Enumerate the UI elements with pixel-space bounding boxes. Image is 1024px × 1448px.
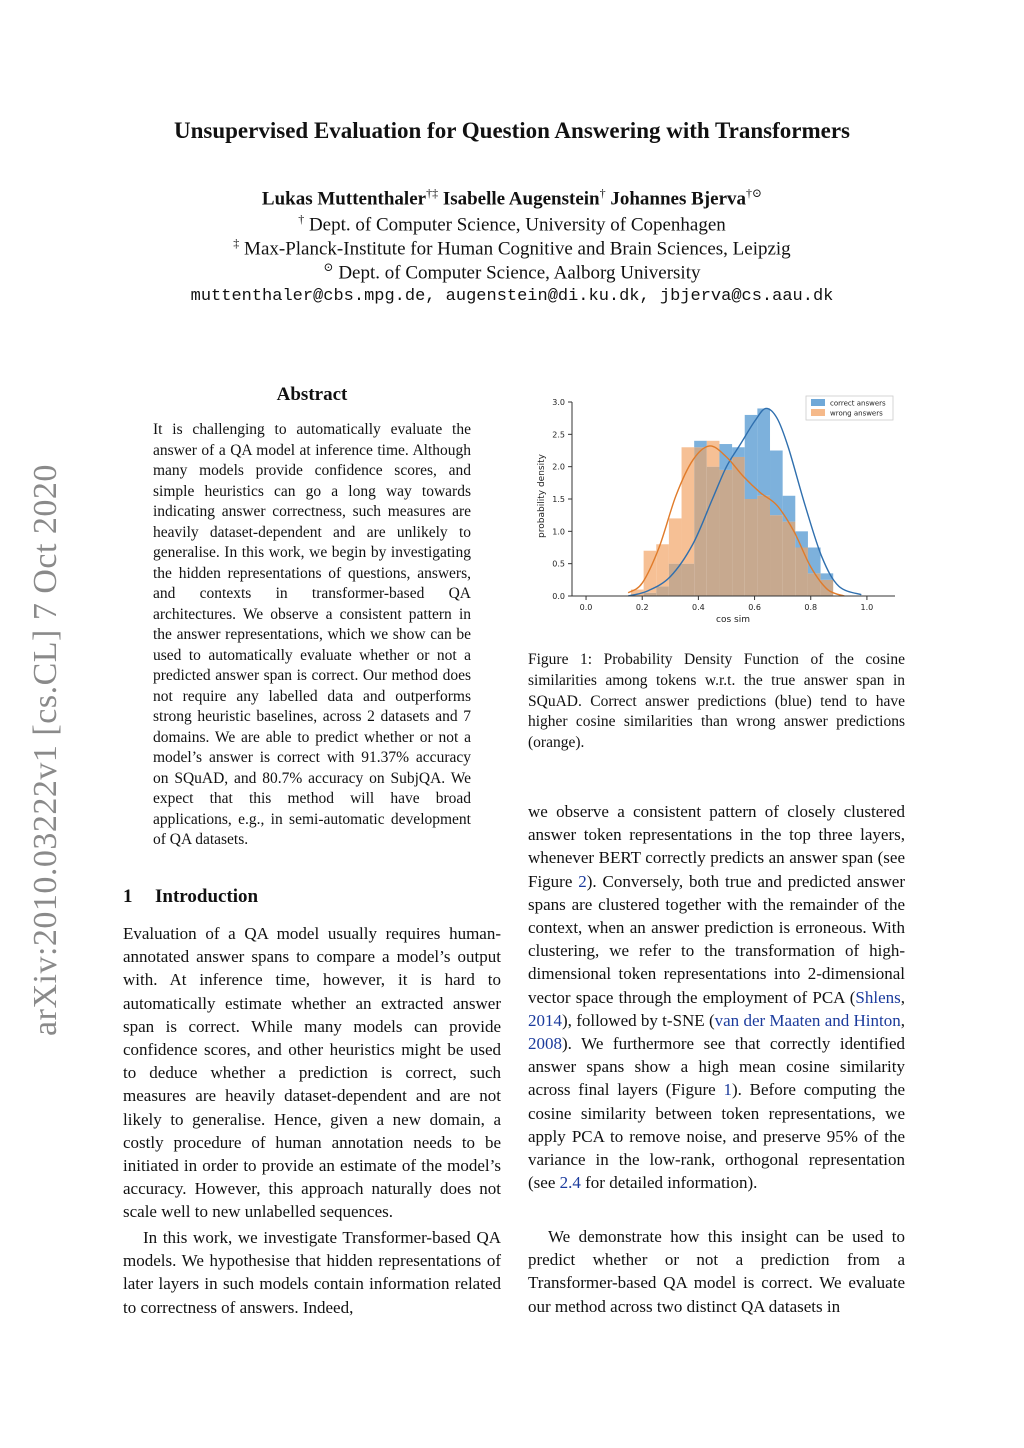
histogram-bar-overlap <box>719 470 732 596</box>
affiliation-text: Dept. of Computer Science, University of Copenhagen <box>308 214 726 236</box>
histogram-bar-correct <box>694 441 707 447</box>
abstract-text: It is challenging to automatically evaluate the answer of a QA model at inference time. Although many models provide confidence scores, and simple heuristics can go a long way towards indicating answer correctness, such measures are heavily dataset-dependent and are unlikely to generalise. In this work, we begin by investigating the hidden representations of questions, answers, and contexts in transformer-based QA architectures. We observe a consistent pattern in the answer representations, which we show can be used to automatically evaluate whether or not a predicted answer span is correct. Our method does not require any labelled data and outperforms strong heuristic baselines, across 2 datasets and 7 domains. We are able to predict whether or not a model’s answer is correct with 91.37% accuracy on SQuAD, and 80.7% accuracy on SubjQA. We expect that this method will have broad applications, e.g., in semi-automatic development of QA datasets. <box>153 421 471 848</box>
figure-1-caption: Figure 1: Probability Density Function of the cosine similarities among tokens w.r.t. the true answer span in SQuAD. Correct answer predictions (blue) tend to have higher cosine similarities than wrong answer predictions (orange). <box>528 651 905 752</box>
author-name: Isabelle Augenstein <box>442 188 600 210</box>
histogram-bar-wrong <box>707 441 720 467</box>
histogram-bar-overlap <box>808 573 821 596</box>
x-tick-label: 0.0 <box>579 603 593 612</box>
abstract-heading: Abstract <box>276 384 348 405</box>
figure-1-chart <box>530 388 900 633</box>
body-paragraph <box>528 800 905 1194</box>
y-tick-label: 3.0 <box>552 398 565 407</box>
histogram-bar-overlap <box>757 496 770 596</box>
histogram-bar-overlap <box>732 457 745 596</box>
body-paragraph: We demonstrate how this insight can be used to predict whether or not a prediction from a Transformer-based QA model is correct. We evaluate our method across two distinct QA datasets in <box>528 1227 905 1316</box>
histogram-bar-correct <box>757 408 770 495</box>
histogram-bar-overlap <box>656 586 669 596</box>
text-run: , <box>900 987 905 1007</box>
x-tick-label: 0.2 <box>635 603 649 612</box>
affiliation-text: Max-Planck-Institute for Human Cognitive and Brain Sciences, Leipzig <box>244 238 791 260</box>
text-run: for detailed information). <box>580 1173 758 1193</box>
x-tick-label: 0.4 <box>692 603 705 612</box>
y-tick-label: 2.0 <box>552 462 565 472</box>
histogram-bar-correct <box>808 548 821 574</box>
histogram-bar-overlap <box>795 548 808 597</box>
citation-vandermaaten-link[interactable]: van der Maaten and Hinton <box>714 1010 901 1030</box>
y-tick-label: 1.5 <box>552 495 565 504</box>
y-tick-label: 0.0 <box>552 592 565 601</box>
paper-title: Unsupervised Evaluation for Question Answering with Transformers <box>174 118 850 143</box>
y-ticks <box>552 398 572 601</box>
author-emails: muttenthaler@cbs.mpg.de, augenstein@di.ku.dk, jbjerva@cs.aau.dk <box>190 287 834 306</box>
text-run: ), followed by t-SNE ( <box>562 1010 715 1030</box>
text-run: , <box>900 1010 905 1030</box>
x-tick-label: 1.0 <box>860 603 874 612</box>
histogram-bar-correct <box>732 447 745 457</box>
y-tick-label: 1.0 <box>552 527 565 537</box>
chart-legend <box>806 396 893 420</box>
section-2-4-ref-link[interactable]: 2.4 <box>559 1173 581 1193</box>
legend-swatch-wrong <box>811 409 825 416</box>
histogram-bar-wrong <box>644 551 657 593</box>
legend-swatch-correct <box>811 399 825 406</box>
y-tick-label: 2.5 <box>552 430 565 440</box>
text-run: ). Before computing the cosine similarity between token representations, we apply PCA to remove noise, and preserve 95% of the variance in the low-rank, orthogonal representation (see <box>528 1080 905 1193</box>
section-number: 1 <box>123 886 133 907</box>
arxiv-sidebar-identifier: arXiv:2010.03222v1 [cs.CL] 7 Oct 2020 <box>27 464 64 1036</box>
affiliation-mark: ⊙ <box>323 260 334 274</box>
text-run: ). We furthermore see that correctly identified answer spans show a high mean cosine similarity across final layers (Figure <box>528 1034 905 1100</box>
citation-shlens-link[interactable]: Shlens <box>855 987 901 1007</box>
figure-1-ref-link[interactable]: 1 <box>723 1080 732 1100</box>
affiliation-line <box>0 236 1024 260</box>
affiliation-mark: ‡ <box>233 236 240 250</box>
affiliation-line <box>0 212 1024 236</box>
author-name: Johannes Bjerva <box>610 188 747 210</box>
x-tick-label: 0.6 <box>748 603 761 612</box>
x-ticks <box>580 596 874 612</box>
author-mark: †‡ <box>426 186 439 200</box>
y-axis-label: probability density <box>537 454 547 538</box>
affiliation-line <box>0 260 1024 284</box>
author-line <box>0 186 1024 210</box>
section-title: Introduction <box>155 886 259 907</box>
y-tick-label: 0.5 <box>552 559 565 569</box>
intro-paragraph: In this work, we investigate Transformer-based QA models. We hypothesise that hidden representations of later layers in such models contain information related to correctness of answers. Indeed, <box>123 1228 501 1317</box>
histogram-bar-overlap <box>745 499 758 596</box>
author-mark: †⊙ <box>746 186 763 200</box>
citation-shlens-year-link[interactable]: 2014 <box>528 1010 562 1030</box>
section-heading-introduction <box>123 886 258 908</box>
figure-2-ref-link[interactable]: 2 <box>578 871 587 891</box>
histogram-bar-overlap <box>694 447 707 596</box>
text-run: ). Conversely, both true and predicted answer spans are clustered together with the remainder of the context, when an answer prediction is erroneous. With clustering, we refer to the transformation of high-dimensional token representations into 2-dimensional vector space through the employment of PCA ( <box>528 871 905 1007</box>
histogram-bars <box>631 408 833 596</box>
legend-label-wrong: wrong answers <box>830 409 883 418</box>
author-name: Lukas Muttenthaler <box>261 188 427 210</box>
author-mark: † <box>599 186 606 200</box>
affiliation-text: Dept. of Computer Science, Aalborg University <box>338 262 701 284</box>
histogram-bar-overlap <box>783 522 796 596</box>
histogram-bar-overlap <box>682 564 695 596</box>
histogram-bar-overlap <box>770 515 783 596</box>
affiliation-mark: † <box>298 212 305 226</box>
histogram-bar-correct <box>783 496 796 522</box>
x-axis-label: cos sim <box>716 615 750 625</box>
intro-paragraph: Evaluation of a QA model usually requires human-annotated answer spans to compare a model’s output with. At inference time, however, it is hard to automatically estimate whether an extracted answer span is correct. While many models can provide confidence scores, and other heuristics might be used to deduce whether a prediction is correct, such measures are heavily dataset-dependent and are not likely to generalise. Hence, given a new domain, a costly procedure of human annotation needs to be initiated in order to provide an estimate of the model’s accuracy. However, this approach naturally does not scale well to new unlabelled sequences. <box>123 924 501 1222</box>
citation-vandermaaten-year-link[interactable]: 2008 <box>528 1034 562 1054</box>
text-run: we observe a consistent pattern of closely clustered answer token representations in the top three layers, whenever BERT correctly predicts an answer span (see Figure <box>528 802 905 891</box>
histogram-bar-overlap <box>669 564 682 596</box>
x-tick-label: 0.8 <box>804 603 818 612</box>
histogram-bar-overlap <box>821 580 834 596</box>
histogram-bar-wrong <box>669 518 682 563</box>
legend-label-correct: correct answers <box>830 399 886 408</box>
